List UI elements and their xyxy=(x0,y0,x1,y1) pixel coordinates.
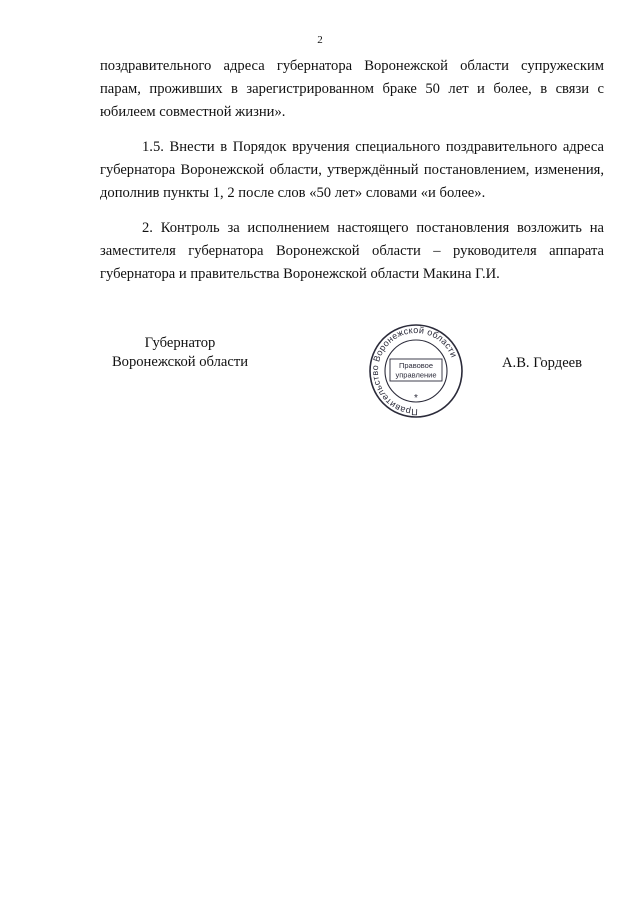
stamp-star-icon: * xyxy=(414,393,418,404)
stamp-seal-icon xyxy=(366,321,466,421)
stamp-ring-text: Правительство Воронежской области xyxy=(369,324,460,418)
page-number: 2 xyxy=(317,34,323,46)
document-body xyxy=(100,55,604,298)
signatory-title xyxy=(100,334,260,372)
paragraph-item-2: 2. Контроль за исполнением настоящего постановления возложить на заместителя губернатора Воронежской области – руководителя аппарата губернатора и правительства Воронежской области Макина Г.И. xyxy=(100,220,604,282)
paragraph-item-1-5: 1.5. Внести в Порядок вручения специального поздравительного адреса губернатора Воронежской области, утверждённый постановлением, изменения, дополнив пункты 1, 2 после слов «50 лет» словами «и более». xyxy=(100,139,604,201)
paragraph-continuation: поздравительного адреса губернатора Воронежской области супружеским парам, проживших в зарегистрированном браке 50 лет и более, в связи с юбилеем совместной жизни». xyxy=(100,58,604,120)
official-stamp xyxy=(366,321,466,421)
stamp-center-line2: управление xyxy=(395,370,437,380)
signatory-title-line1: Губернатор xyxy=(144,335,216,351)
signatory-name: А.В. Гордеев xyxy=(502,355,583,371)
stamp-center-line1: Правовое xyxy=(398,361,434,370)
signatory-title-line2: Воронежской области xyxy=(111,354,249,370)
